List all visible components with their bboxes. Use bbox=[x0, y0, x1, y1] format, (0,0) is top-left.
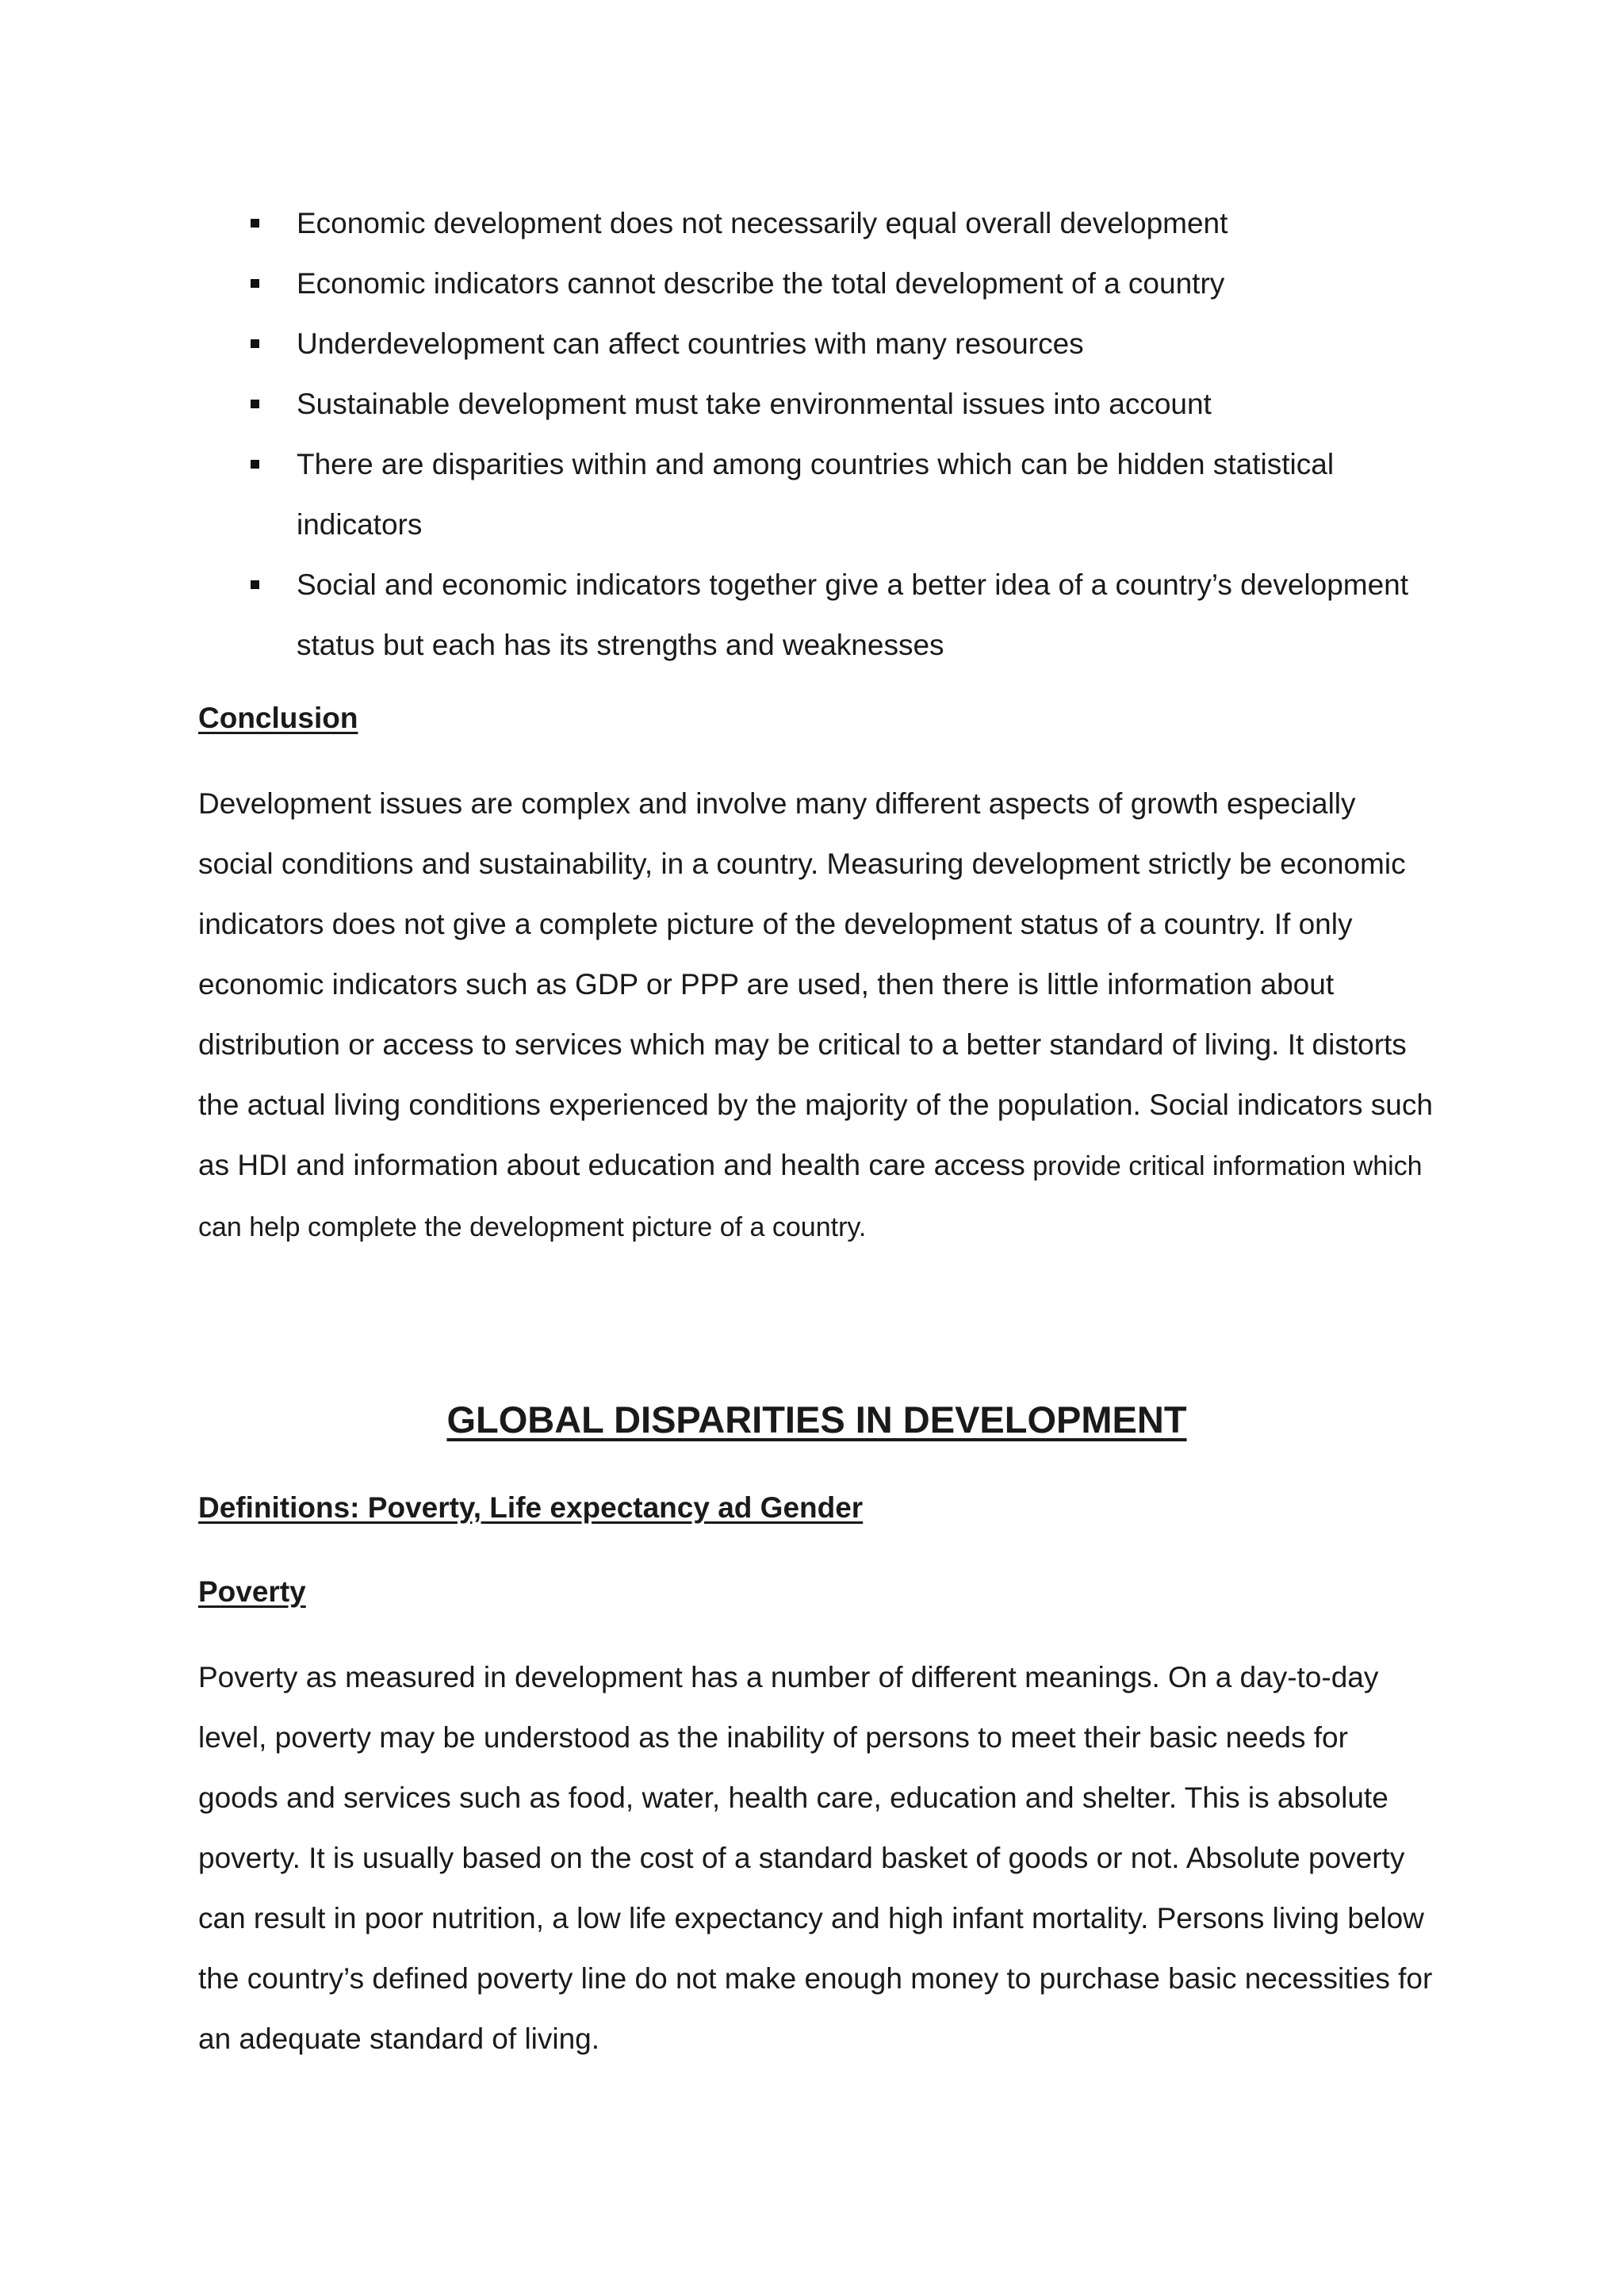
square-bullet-icon bbox=[251, 219, 259, 228]
square-bullet-icon bbox=[251, 400, 259, 408]
section-title: GLOBAL DISPARITIES IN DEVELOPMENT bbox=[446, 1399, 1187, 1441]
page-content bbox=[198, 193, 1435, 2069]
poverty-heading: Poverty bbox=[198, 1575, 306, 1608]
square-bullet-icon bbox=[251, 580, 259, 589]
bullet-list bbox=[198, 193, 1435, 675]
definitions-heading: Definitions: Poverty, Life expectancy ad Gender bbox=[198, 1491, 864, 1524]
bullet-item bbox=[198, 254, 1435, 314]
bullet-item bbox=[198, 374, 1435, 434]
bullet-item bbox=[198, 555, 1435, 675]
poverty-paragraph: Poverty as measured in development has a number of different meanings. On a day-to-day level, poverty may be understood as the inability of persons to meet their basic needs for goods and services such as food, water, health care, education and shelter. This is absolute poverty. It is usually based on the cost of a standard basket of goods or not. Absolute poverty can result in poor nutrition, a low life expectancy and high infant mortality. Persons living below the country’s defined poverty line do not make enough money to purchase basic necessities for an adequate standard of living. bbox=[198, 1661, 1433, 2055]
bullet-text: Sustainable development must take environmental issues into account bbox=[297, 388, 1212, 420]
bullet-item bbox=[198, 434, 1435, 555]
bullet-item bbox=[198, 193, 1435, 254]
bullet-text: Economic indicators cannot describe the total development of a country bbox=[297, 267, 1225, 300]
bullet-item bbox=[198, 314, 1435, 374]
bullet-text: Economic development does not necessarily equal overall development bbox=[297, 207, 1228, 239]
conclusion-heading: Conclusion bbox=[198, 702, 358, 734]
bullet-text: There are disparities within and among countries which can be hidden statistical indicators bbox=[297, 448, 1335, 541]
square-bullet-icon bbox=[251, 339, 259, 348]
conclusion-text-tail: provide critical information which can help complete the development picture of a country. bbox=[198, 1151, 1423, 1242]
square-bullet-icon bbox=[251, 279, 259, 288]
conclusion-paragraph bbox=[198, 774, 1435, 1257]
square-bullet-icon bbox=[251, 460, 259, 469]
bullet-text: Underdevelopment can affect countries with many resources bbox=[297, 327, 1084, 360]
bullet-text: Social and economic indicators together give a better idea of a country’s development status but each has its strengths and weaknesses bbox=[297, 568, 1409, 661]
conclusion-text: Development issues are complex and involve many different aspects of growth especially social conditions and sustainability, in a country. Measuring development strictly be economic indicators does not give a complete picture of the development status of a country. If only economic indicators such as GDP or PPP are used, then there is little information about distribution or access to services which may be critical to a better standard of living. It distorts the actual living conditions experienced by the majority of the population. Social indicators such as HDI and information about education and health care access bbox=[198, 787, 1433, 1181]
